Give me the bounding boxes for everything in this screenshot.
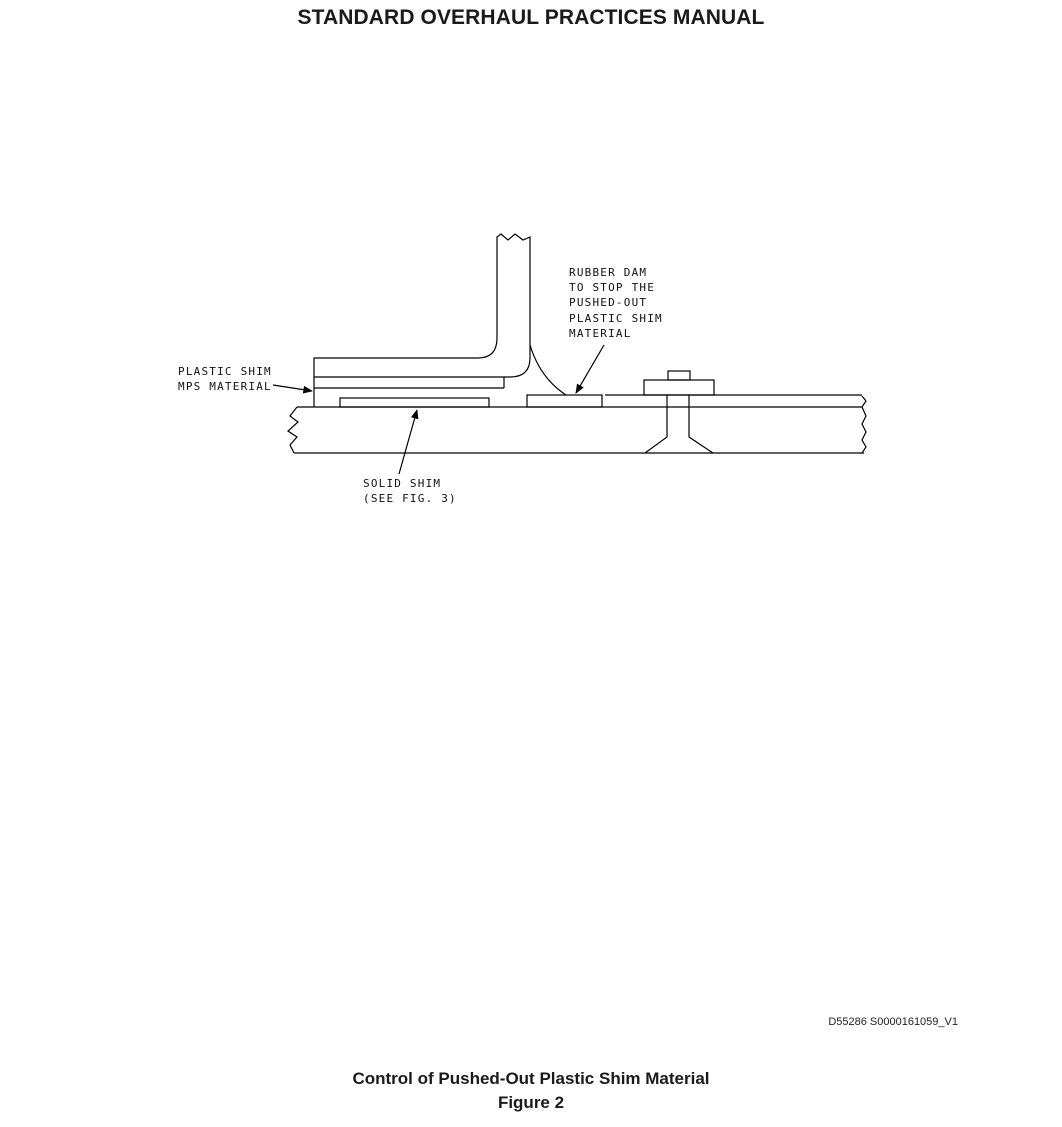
base-plate-right-break xyxy=(862,396,866,453)
fastener-collar xyxy=(644,380,714,395)
callout-plastic-shim xyxy=(178,365,280,393)
base-plate-left-break xyxy=(288,407,298,453)
rubber-dam-pad xyxy=(527,395,602,407)
leader-solid-shim xyxy=(399,410,417,474)
angle-bracket-outer xyxy=(314,234,530,407)
rubber-dam-bead xyxy=(530,345,566,395)
callout-rubber-dam xyxy=(569,266,671,340)
fastener-shank xyxy=(645,395,713,453)
callout-solid-shim-line-1: SOLID SHIM xyxy=(363,477,442,490)
fastener-head xyxy=(668,371,690,380)
figure-caption-title: Control of Pushed-Out Plastic Shim Material xyxy=(352,1069,710,1088)
page-header-title: STANDARD OVERHAUL PRACTICES MANUAL xyxy=(297,6,765,29)
callout-rubber-dam-line-3: PUSHED-OUT xyxy=(569,296,648,309)
callout-solid-shim xyxy=(363,477,457,505)
callout-plastic-shim-line-1: PLASTIC SHIM xyxy=(178,365,272,378)
solid-shim xyxy=(340,398,489,407)
figure-reference-id: D55286 S0000161059_V1 xyxy=(828,1016,958,1028)
callout-rubber-dam-line-1: RUBBER DAM xyxy=(569,266,648,279)
callout-rubber-dam-line-4: PLASTIC SHIM xyxy=(569,312,663,325)
callout-solid-shim-line-2: (SEE FIG. 3) xyxy=(363,492,457,505)
callout-plastic-shim-line-2: MPS MATERIAL xyxy=(178,380,272,393)
leader-plastic-shim xyxy=(273,385,312,391)
figure-caption-number: Figure 2 xyxy=(497,1093,565,1112)
leader-rubber-dam xyxy=(576,345,604,393)
callout-rubber-dam-line-5: MATERIAL xyxy=(569,327,632,340)
callout-rubber-dam-line-2: TO STOP THE xyxy=(569,281,656,294)
